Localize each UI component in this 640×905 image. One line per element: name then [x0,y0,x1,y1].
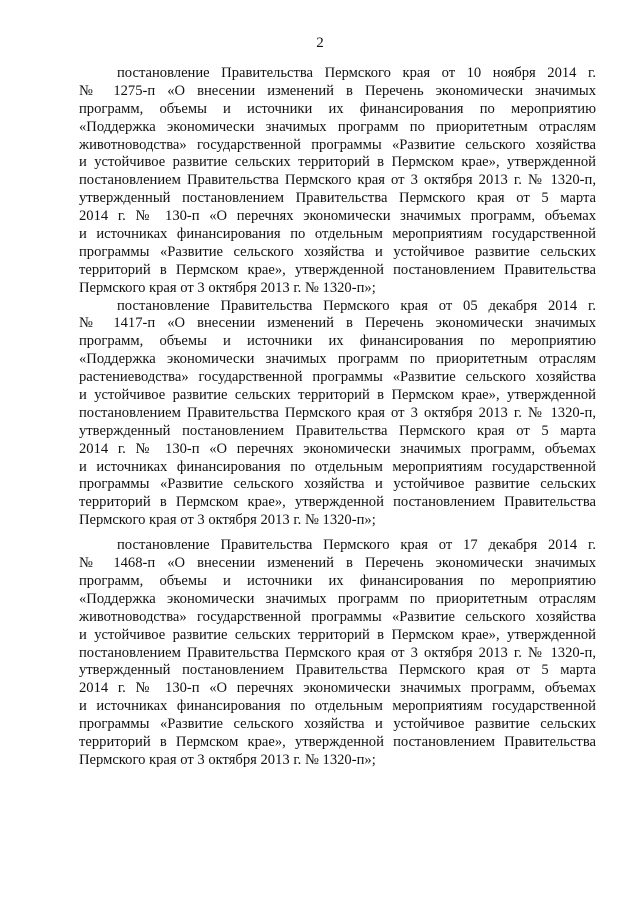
text-line: № 1275-п «О внесении изменений в Перечень экономически значимых [79,82,596,99]
text-line: «Поддержка экономически значимых программ по приоритетным отраслям [79,351,596,368]
text-line: 2014 г. № 130-п «О перечнях экономически значимых программ, объемах [79,680,596,697]
text-line: и устойчивое развитие сельских территорий в Пермском крае», утвержденной [79,154,596,171]
text-line: и источниках финансирования по отдельным мероприятиям государственной [79,226,596,243]
text-line: растениеводства» государственной программы «Развитие сельского хозяйства [79,369,596,386]
text-line: Пермского края от 3 октября 2013 г. № 1320-п»; [79,751,376,768]
text-line: программы «Развитие сельского хозяйства и устойчивое развитие сельских [79,716,596,733]
text-line: животноводства» государственной программы «Развитие сельского хозяйства [79,608,596,625]
text-line: постановлением Правительства Пермского края от 3 октября 2013 г. № 1320-п, [79,172,596,189]
text-line: № 1417-п «О внесении изменений в Перечень экономически значимых [79,315,596,332]
text-line: постановлением Правительства Пермского края от 3 октября 2013 г. № 1320-п, [79,404,596,421]
text-line: Пермского края от 3 октября 2013 г. № 1320-п»; [79,512,376,529]
text-line: утвержденный постановлением Правительства Пермского края от 5 марта [79,662,596,679]
text-line: программы «Развитие сельского хозяйства и устойчивое развитие сельских [79,476,596,493]
paragraph-decree-1417 [79,298,596,531]
text-line: программ, объемы и источники их финансирования по мероприятию [79,100,596,117]
text-line: и источниках финансирования по отдельным мероприятиям государственной [79,458,596,475]
text-line: постановление Правительства Пермского края от 05 декабря 2014 г. [117,297,596,314]
document-body [79,65,596,770]
paragraph-decree-1275 [79,65,596,298]
text-line: территорий в Пермском крае», утвержденной постановлением Правительства [79,733,596,750]
text-line: постановлением Правительства Пермского края от 3 октября 2013 г. № 1320-п, [79,644,596,661]
paragraph-decree-1468 [79,537,596,770]
text-line: постановление Правительства Пермского края от 17 декабря 2014 г. [117,537,596,554]
text-line: и устойчивое развитие сельских территорий в Пермском крае», утвержденной [79,387,596,404]
text-line: и устойчивое развитие сельских территорий в Пермском крае», утвержденной [79,626,596,643]
text-line: утвержденный постановлением Правительства Пермского края от 5 марта [79,422,596,439]
text-line: 2014 г. № 130-п «О перечнях экономически значимых программ, объемах [79,440,596,457]
text-line: программ, объемы и источники их финансирования по мероприятию [79,572,596,589]
text-line: постановление Правительства Пермского края от 10 ноября 2014 г. [117,65,596,81]
text-line: «Поддержка экономически значимых программ по приоритетным отраслям [79,118,596,135]
text-line: № 1468-п «О внесении изменений в Перечень экономически значимых [79,555,596,572]
text-line: программ, объемы и источники их финансирования по мероприятию [79,333,596,350]
page-number: 2 [316,35,324,51]
text-line: 2014 г. № 130-п «О перечнях экономически значимых программ, объемах [79,208,596,225]
text-line: территорий в Пермском крае», утвержденной постановлением Правительства [79,261,596,278]
text-line: и источниках финансирования по отдельным мероприятиям государственной [79,698,596,715]
text-line: утвержденный постановлением Правительства Пермского края от 5 марта [79,190,596,207]
text-line: животноводства» государственной программы «Развитие сельского хозяйства [79,136,596,153]
text-line: территорий в Пермском крае», утвержденной постановлением Правительства [79,494,596,511]
text-line: программы «Развитие сельского хозяйства и устойчивое развитие сельских [79,243,596,260]
text-line: «Поддержка экономически значимых программ по приоритетным отраслям [79,590,596,607]
text-line: Пермского края от 3 октября 2013 г. № 1320-п»; [79,279,376,296]
